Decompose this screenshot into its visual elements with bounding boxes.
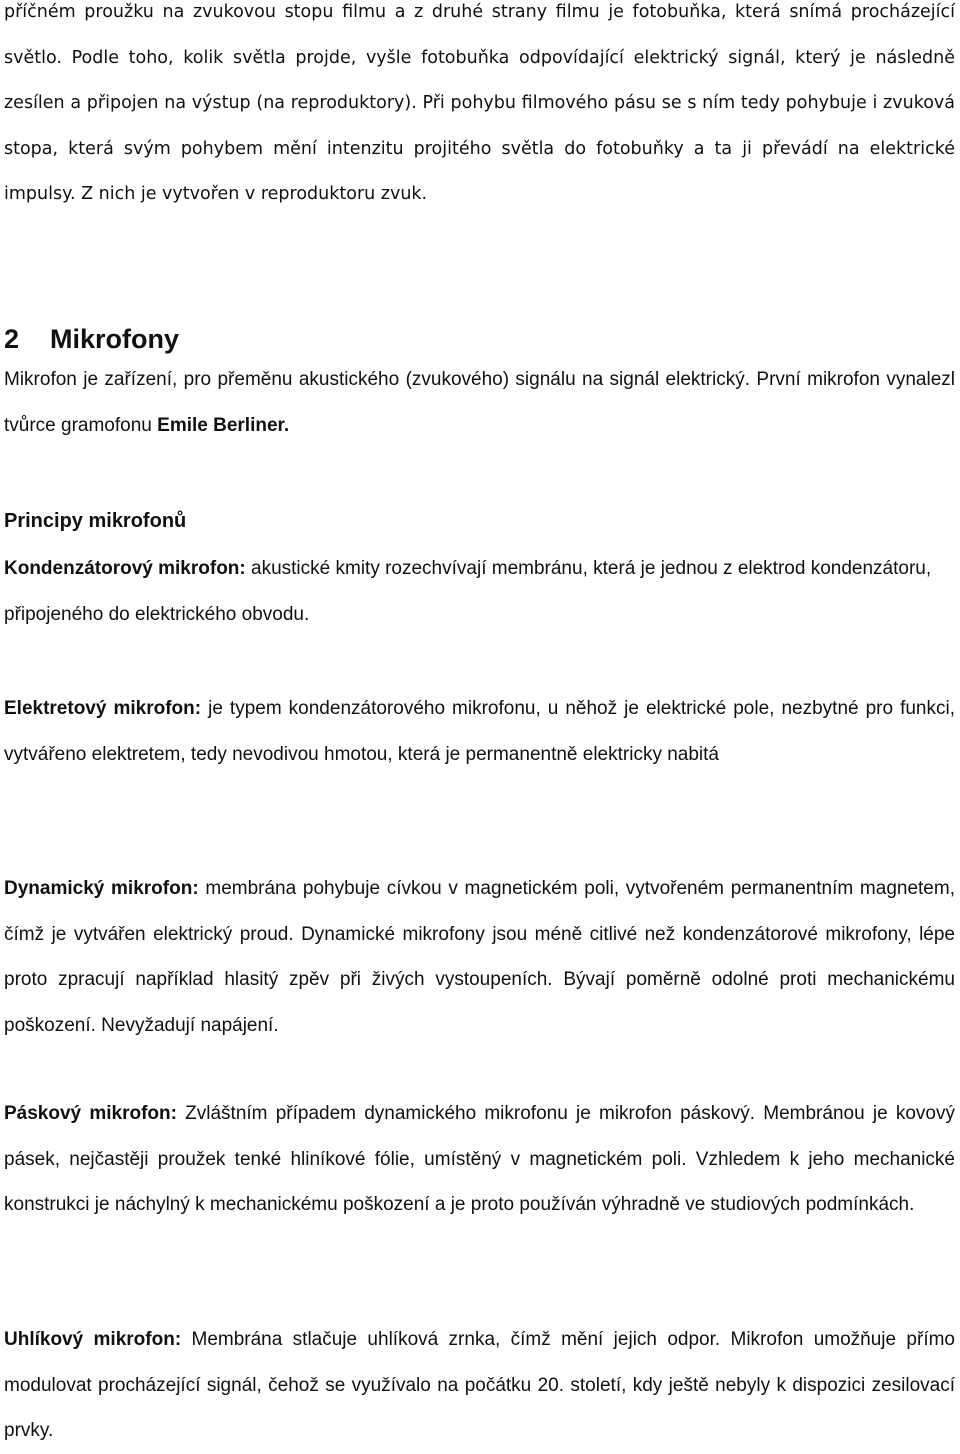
item-text: Zvláštním případem dynamického mikrofonu je mikrofon páskový. Membránou je kovový pásek, nejčastěji proužek tenké hliníkové fólie, umístěný v magnetickém poli. Vzhledem k jeho mechanické konstrukci je náchylný k mechanickému poškození a je proto používán výhradně ve studiových podmínkách.: [4, 1103, 955, 1215]
intro-paragraph: příčném proužku na zvukovou stopu filmu a z druhé strany filmu je fotobuňka, která snímá procházející světlo. Podle toho, kolik světla projde, vyšle fotobuňka odpovídající elektrický signál, který je následně zesílen a připojen na výstup (na reproduktory). Při pohybu filmového pásu se s ním tedy pohybuje i zvuková stopa, která svým pohybem mění intenzitu projitého světla do fotobuňky a ta ji převádí na elektrické impulsy. Z nich je vytvořen v reproduktoru zvuk.: [4, 2, 955, 204]
section-intro-paragraph: [4, 357, 955, 448]
item-electret-microphone: [4, 686, 955, 777]
subsection-heading: Principy mikrofonů: [4, 510, 187, 532]
item-term: Páskový mikrofon:: [4, 1103, 177, 1124]
item-text: membrána pohybuje cívkou v magnetickém poli, vytvořeném permanentním magnetem, čímž je vytvářen elektrický proud. Dynamické mikrofony jsou méně citlivé než kondenzátorové mikrofony, lépe proto zpracují například hlasitý zpěv při živých vystoupeních. Bývají poměrně odolné proti mechanickému poškození. Nevyžadují napájení.: [4, 878, 955, 1036]
item-condenser-microphone: [4, 546, 955, 637]
item-carbon-microphone: [4, 1317, 955, 1454]
item-ribbon-microphone: [4, 1091, 955, 1228]
item-term: Uhlíkový mikrofon:: [4, 1329, 182, 1350]
item-text: Membrána stlačuje uhlíková zrnka, čímž mění jejich odpor. Mikrofon umožňuje přímo modulovat procházející signál, čehož se využívalo na počátku 20. století, kdy ještě nebyly k dispozici zesilovací prvky.: [4, 1329, 956, 1441]
item-text: je typem kondenzátorového mikrofonu, u něhož je elektrické pole, nezbytné pro funkci, vytvářeno elektretem, tedy nevodivou hmotou, která je permanentně elektricky nabitá: [4, 698, 955, 765]
item-dynamic-microphone: [4, 866, 955, 1048]
section-number: 2: [4, 324, 20, 354]
item-term: Dynamický mikrofon:: [4, 878, 199, 899]
item-term: Kondenzátorový mikrofon:: [4, 558, 246, 579]
section-heading: [4, 322, 179, 356]
item-term: Elektretový mikrofon:: [4, 698, 202, 719]
section-title: Mikrofony: [50, 324, 180, 354]
section-intro-text: Mikrofon je zařízení, pro přeměnu akustického (zvukového) signálu na signál elektrický. První mikrofon vynalezl tvůrce gramofonu: [4, 369, 955, 436]
item-text: akustické kmity rozechvívají membránu, která je jednou z elektrod kondenzátoru, připojeného do elektrického obvodu.: [4, 558, 932, 625]
inventor-name: Emile Berliner.: [157, 414, 290, 436]
